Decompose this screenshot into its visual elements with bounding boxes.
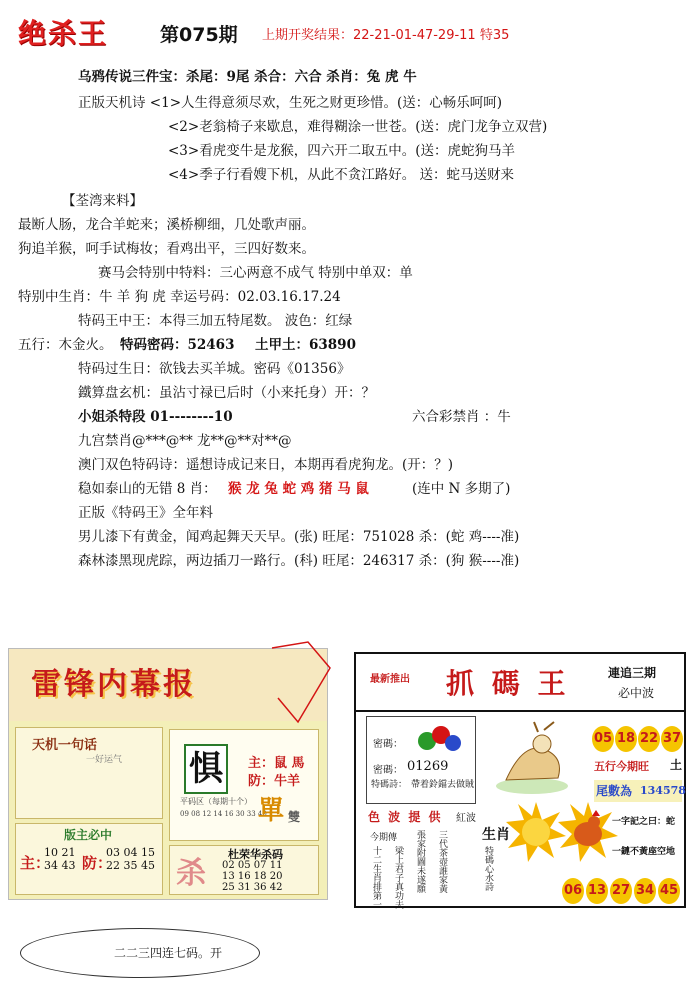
line-3: <2>老翁椅子来歇息，难得糊涂一世苍。(送：虎门龙争立双营) [168, 119, 548, 135]
cartoon-image [484, 720, 582, 800]
pingma-nums: 09 08 12 14 16 30 33 40 [180, 810, 267, 818]
zhu-nums: 10 21 34 43 [44, 846, 76, 872]
page-title: 绝杀王 [18, 17, 109, 50]
mima-label-2: 密碼： [373, 765, 403, 776]
banzhu-title: 版主必中 [64, 828, 113, 842]
tianji-sub: 一好运气 [86, 755, 123, 765]
line-2: 正版天机诗 <1>人生得意须尽欢，生死之财更珍惜。(送：心畅乐呵呵) [78, 95, 503, 111]
col-4: 張家附圖未遂願 [415, 830, 425, 893]
du-row-2: 13 16 18 20 [222, 871, 283, 882]
line-9: 赛马会特别中特料：三心两意不成气 特别中单双：单 [98, 265, 413, 281]
col-2: 十二生肖排第一 [371, 846, 381, 909]
ball-top-4: 37 [661, 726, 683, 752]
issue-number: 第075期 [160, 24, 238, 46]
ball-bottom-3: 27 [610, 878, 632, 904]
leifeng-title: 雷锋内幕报 [31, 667, 196, 702]
tianji-box [15, 727, 163, 819]
sha-box [169, 845, 319, 895]
zhu-zodiac: 主：鼠 馬 [248, 756, 305, 771]
shengxiao-label: 生肖 [482, 827, 510, 843]
ball-icon [417, 723, 463, 753]
ball-bottom-2: 13 [586, 878, 608, 904]
col-5: 三代茶壺誰家黃 [437, 830, 447, 893]
line-6: 【荃湾来料】 [62, 193, 143, 209]
line-18a: 稳如泰山的无错 8 肖： [78, 481, 217, 497]
decor-lines [268, 638, 338, 728]
ball-top-3: 22 [638, 726, 660, 752]
line-15b: 六合彩禁肖 ：牛 [412, 409, 511, 425]
line-18c: (连中 N 多期了) [412, 481, 511, 497]
line-7: 最断人肠，龙合羊蛇来；溪桥柳细，几处歌声丽。 [18, 217, 315, 233]
cloud-text: 二二三四连七码。开 [114, 946, 223, 960]
fang-label: 防： [82, 854, 113, 872]
new-badge: 最新推出 [370, 674, 410, 685]
du-row-1: 02 05 07 11 [222, 860, 283, 871]
col-1: 今期傳 [370, 833, 398, 843]
du-title: 杜荣华杀码 [228, 848, 283, 861]
ball-bottom-1: 06 [562, 878, 584, 904]
ball-top-1: 05 [592, 726, 614, 752]
line-4: <3>看虎变牛是龙猴，四六开二取五中。(送：虎蛇狗马羊 [168, 143, 515, 159]
char-box [169, 729, 319, 841]
banzhu-box [15, 823, 163, 895]
line-12a: 五行：木金火。 [18, 337, 113, 353]
mima-label-1: 密碼： [373, 739, 403, 750]
ball-bottom-5: 45 [658, 878, 680, 904]
fang-nums: 03 04 15 22 35 45 [106, 846, 155, 872]
line-12b: 特码密码：52463 [120, 337, 235, 353]
weishu-label: 尾數為 [596, 784, 633, 798]
dan-char: 單 [258, 796, 285, 826]
yizi-text: 一字記之曰：蛇 [612, 817, 676, 827]
line-19: 正版《特码王》全年料 [78, 505, 213, 521]
must-hit: 必中波 [618, 686, 655, 700]
sebo-label: 色 波 提 供 [368, 810, 443, 824]
line-17: 澳门双色特码诗：遥想诗成记来日，本期再看虎狗龙。(开：？) [78, 457, 454, 473]
zhuamawang-panel [354, 652, 686, 908]
zhu-label: 主： [20, 854, 51, 872]
wuxing-label: 五行今期旺 [594, 760, 649, 773]
col-6: 特碼心水詩 [483, 846, 493, 891]
mima-box [366, 716, 476, 804]
line-10: 特别中生肖：牛 羊 狗 虎 幸运号码：02.03.16.17.24 [18, 289, 341, 305]
line-21: 森林漆黑现虎踪，两边插刀一路行。(科) 旺尾：246317 杀：(狗 猴----准) [78, 553, 520, 569]
du-row-3: 25 31 36 42 [222, 882, 283, 893]
jiaxing-text: 一鏈不黃座空地 [612, 847, 676, 857]
line-11: 特码王中王：本得三加五特尾数。 波色：红绿 [78, 313, 353, 329]
mima-value: 01269 [407, 759, 449, 774]
shuang-char: 雙 [288, 810, 301, 824]
streak: 連追三期 [608, 666, 657, 680]
zhuama-title: 抓 碼 王 [446, 667, 570, 700]
sebo-value: 紅波 [456, 813, 476, 824]
line-15a: 小姐杀特段 01--------10 [78, 409, 233, 425]
line-12c: 土甲土：63890 [255, 337, 356, 353]
main-char: 惧 [184, 744, 228, 794]
fang-zodiac: 防：牛羊 [248, 774, 301, 789]
weishu-value: 134578 [640, 784, 686, 797]
line-18b: 猴 龙 兔 蛇 鸡 猪 马 鼠 [228, 481, 369, 497]
line-8: 狗追羊猴，呵手试梅妆；看鸡出平，三四好数来。 [18, 241, 315, 257]
ball-bottom-4: 34 [634, 878, 656, 904]
line-20: 男儿漆下有黄金，闻鸡起舞天天早。(张) 旺尾：751028 杀：(蛇 鸡----准) [78, 529, 520, 545]
col-3: 梁上君子真功夫 [393, 846, 403, 909]
sha-char: 杀 [176, 856, 206, 891]
line-5: <4>季子行看嫂下机，从此不贪江路好。 送：蛇马送财来 [168, 167, 515, 183]
line-14: 鐵算盘玄机：虽沾寸禄已后时（小来托身）开：？ [78, 385, 375, 401]
poem-label: 特碼詩： [371, 780, 408, 790]
line-13: 特码过生日：欲钱去买羊城。密码《01356》 [78, 361, 351, 377]
poem-value: 帶着鈴鐺去做賊 [411, 780, 475, 790]
last-result: 上期开奖结果：22-21-01-47-29-11 特35 [262, 28, 510, 43]
line-1: 乌鸦传说三件宝：杀尾：9尾 杀合：六合 杀肖：兔 虎 牛 [78, 69, 417, 85]
divider [356, 710, 684, 712]
rooster-icon [556, 800, 620, 864]
ball-top-2: 18 [615, 726, 637, 752]
line-16: 九宫禁肖@***@** 龙**@**对**@ [78, 433, 292, 449]
wuxing-value: 土 [670, 758, 683, 772]
pingma-label: 平码区（每期十个） [180, 797, 252, 806]
tianji-title: 天机一句话 [32, 738, 98, 753]
